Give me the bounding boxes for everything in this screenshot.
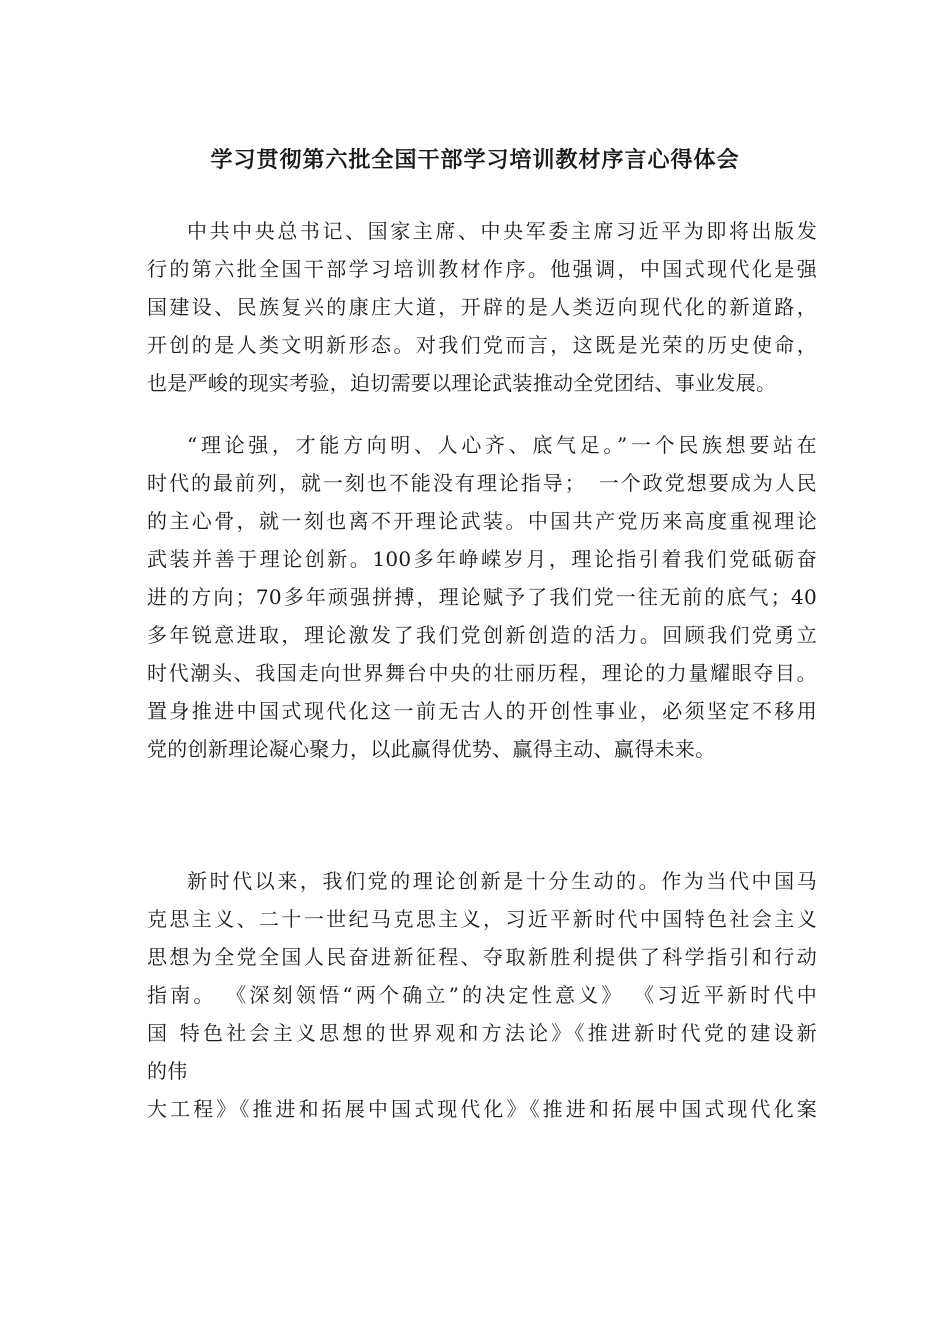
- text-line: 的伟: [147, 1059, 188, 1083]
- text-line: “理论强，才能方向明、人心齐、底气足。”一个民族想要站在: [187, 433, 817, 457]
- text-line: 置身推进中国式现代化这一前无古人的开创性事业，必须坚定不移用: [147, 699, 817, 723]
- text-line: 行的第六批全国干部学习培训教材作序。他强调，中国式现代化是强: [147, 257, 817, 281]
- text-line: 也是严峻的现实考验，迫切需要以理论武装推动全党团结、事业发展。: [147, 371, 777, 395]
- text-line: 中共中央总书记、国家主席、中央军委主席习近平为即将出版发: [187, 219, 817, 243]
- text-line: 党的创新理论凝心聚力，以此赢得优势、赢得主动、赢得未来。: [147, 737, 716, 761]
- text-line: 的主心骨，就一刻也离不开理论武装。中国共产党历来高度重视理论: [147, 509, 817, 533]
- text-line: 武装并善于理论创新。100多年峥嵘岁月，理论指引着我们党砥砺奋: [147, 547, 817, 571]
- document-title: 学习贯彻第六批全国干部学习培训教材序言心得体会: [210, 148, 740, 173]
- text-line: 开创的是人类文明新形态。对我们党而言，这既是光荣的历史使命，: [147, 333, 817, 357]
- paragraph-2: [147, 426, 817, 768]
- text-line: 指南。 《深刻领悟“两个确立”的决定性意义》 《习近平新时代中: [147, 983, 817, 1007]
- text-line: 时代的最前列，就一刻也不能没有理论指导； 一个政党想要成为人民: [147, 471, 817, 495]
- text-line: 多年锐意进取，理论激发了我们党创新创造的活力。回顾我们党勇立: [147, 623, 817, 647]
- text-line: 新时代以来，我们党的理论创新是十分生动的。作为当代中国马: [187, 869, 817, 893]
- text-line: 时代潮头、我国走向世界舞台中央的壮丽历程，理论的力量耀眼夺目。: [147, 661, 817, 685]
- text-line: 国 特色社会主义思想的世界观和方法论》《推进新时代党的建设新: [147, 1021, 817, 1045]
- text-line: 思想为全党全国人民奋进新征程、夺取新胜利提供了科学指引和行动: [147, 945, 817, 969]
- text-line: 进的方向；70多年顽强拼搏，理论赋予了我们党一往无前的底气；40: [147, 585, 817, 609]
- paragraph-3: [147, 862, 817, 1128]
- paragraph-1: [147, 212, 817, 402]
- text-line: 大工程》《推进和拓展中国式现代化》《推进和拓展中国式现代化案: [147, 1097, 817, 1121]
- text-line: 克思主义、二十一世纪马克思主义，习近平新时代中国特色社会主义: [147, 907, 817, 931]
- text-line: 国建设、民族复兴的康庄大道，开辟的是人类迈向现代化的新道路，: [147, 295, 817, 319]
